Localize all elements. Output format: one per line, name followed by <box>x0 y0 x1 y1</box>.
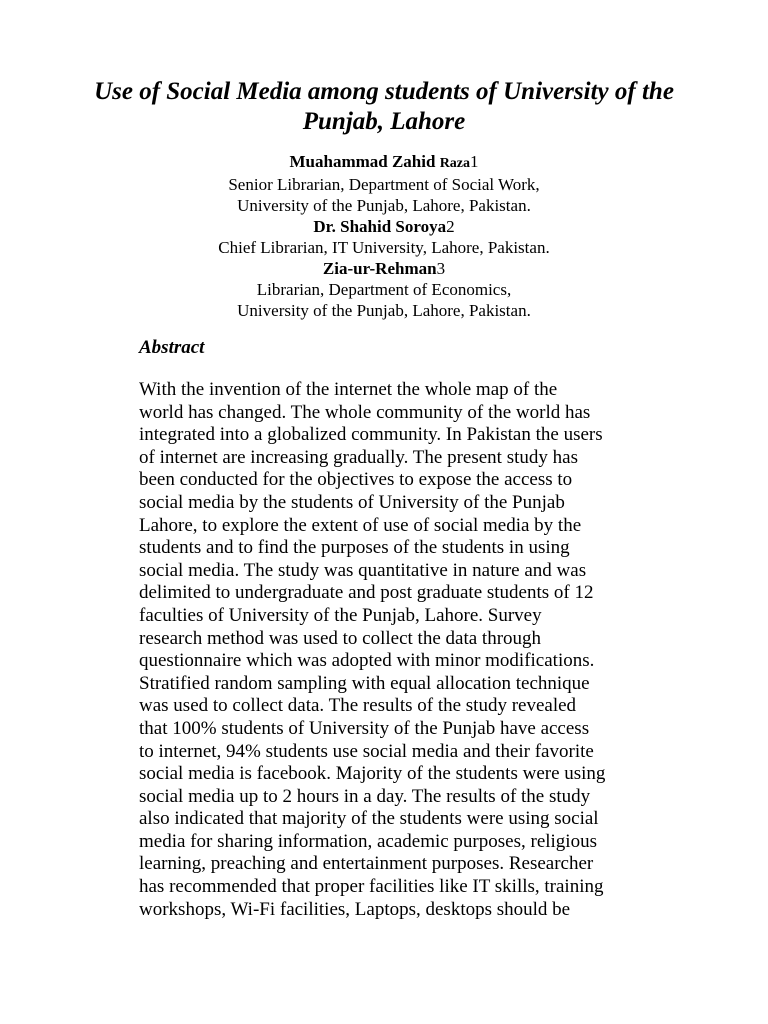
abstract-line: social media. The study was quantitative in nature and was <box>139 559 587 581</box>
abstract-line: also indicated that majority of the students were using social <box>139 808 599 830</box>
author-1-marker: 1 <box>470 152 479 171</box>
abstract-body <box>139 379 679 921</box>
author-2-affiliation-line-1: Chief Librarian, IT University, Lahore, Pakistan. <box>218 238 550 257</box>
abstract-line: workshops, Wi-Fi facilities, Laptops, desktops should be <box>139 898 571 920</box>
abstract-line: With the invention of the internet the whole map of the <box>139 379 558 400</box>
abstract-line: was used to collect data. The results of the study revealed <box>139 695 577 717</box>
author-3-name <box>100 258 668 279</box>
author-1-name <box>100 151 668 174</box>
author-2-name <box>100 216 668 237</box>
author-1-name-main: Muahammad Zahid <box>289 152 440 171</box>
abstract-line: students and to find the purposes of the students in using <box>139 537 570 559</box>
author-3-marker: 3 <box>436 259 446 278</box>
author-1-affiliation-line-1: Senior Librarian, Department of Social Work, <box>228 175 540 194</box>
author-1-affiliation-line-2: University of the Punjab, Lahore, Pakistan. <box>237 196 531 215</box>
abstract-line: social media by the students of University of the Punjab <box>139 491 565 513</box>
abstract-line: to internet, 94% students use social media and their favorite <box>139 740 594 762</box>
abstract-line: integrated into a globalized community. In Pakistan the users <box>139 424 603 446</box>
abstract-line: media for sharing information, academic purposes, religious <box>139 830 597 852</box>
abstract-line: faculties of University of the Punjab, Lahore. Survey <box>139 604 542 626</box>
author-3-affiliation-line-2: University of the Punjab, Lahore, Pakistan. <box>237 301 531 320</box>
abstract-line: research method was used to collect the data through <box>139 627 542 649</box>
abstract-heading: Abstract <box>139 337 205 358</box>
abstract-line: Lahore, to explore the extent of use of social media by the <box>139 514 582 536</box>
abstract-line: that 100% students of University of the Punjab have access <box>139 717 590 739</box>
author-block <box>100 151 668 321</box>
abstract-line: has recommended that proper facilities like IT skills, training <box>139 876 604 898</box>
abstract-line: learning, preaching and entertainment purposes. Researcher <box>139 853 594 875</box>
paper-title <box>40 77 728 137</box>
author-2-marker: 2 <box>446 217 455 236</box>
abstract-line: world has changed. The whole community of the world has <box>139 401 591 423</box>
abstract-line: Stratified random sampling with equal allocation technique <box>139 672 590 694</box>
abstract-line: questionnaire which was adopted with minor modifications. <box>139 650 595 672</box>
abstract-line: delimited to undergraduate and post graduate students of 12 <box>139 582 594 604</box>
paper-title-line-2: Punjab, Lahore <box>302 108 466 135</box>
author-3-affiliation-line-1: Librarian, Department of Economics, <box>256 280 512 299</box>
abstract-line: social media is facebook. Majority of the students were using <box>139 763 606 785</box>
abstract-line: social media up to 2 hours in a day. The results of the study <box>139 785 591 807</box>
abstract-line: of internet are increasing gradually. The present study has <box>139 446 578 468</box>
abstract-line: been conducted for the objectives to expose the access to <box>139 469 573 491</box>
author-2-name-main: Dr. Shahid Soroya <box>313 217 447 236</box>
paper-title-line-1: Use of Social Media among students of University of the <box>94 78 674 105</box>
author-3-name-main: Zia-ur-Rehman <box>322 259 437 278</box>
author-1-name-surname: Raza <box>439 156 471 171</box>
